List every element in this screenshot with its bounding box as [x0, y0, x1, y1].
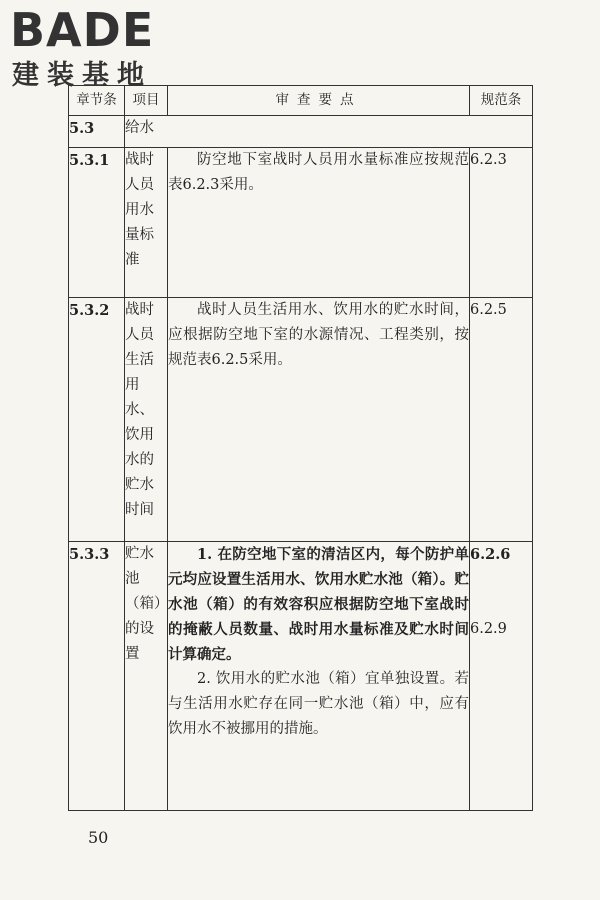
row-reference — [470, 542, 533, 811]
row-content — [168, 298, 470, 542]
header-content: 审查要点 — [168, 86, 470, 116]
review-table — [68, 85, 533, 811]
row-item: 战时人员用水量标准 — [125, 148, 168, 298]
header-item: 项目 — [125, 86, 168, 116]
table-row — [69, 542, 533, 811]
table-row — [69, 298, 533, 542]
table-header-row — [69, 86, 533, 116]
group-title: 给水 — [125, 116, 533, 148]
row-content-text: 防空地下室战时人员用水量标准应按规范表6.2.3采用。 — [168, 152, 469, 193]
header-section: 章节条 — [69, 86, 125, 116]
group-section: 5.3 — [69, 116, 125, 148]
row-reference-2: 6.2.9 — [470, 621, 507, 637]
row-reference-1: 6.2.6 — [470, 546, 511, 563]
row-section: 5.3.1 — [69, 148, 125, 298]
row-content — [168, 542, 470, 811]
row-content-clause-2: 2. 饮用水的贮水池（箱）宜单独设置。若与生活用水贮存在同一贮水池（箱）中，应有饮用水不被挪用的措施。 — [168, 671, 469, 737]
row-item: 战时人员生活用水、饮用水的贮水时间 — [125, 298, 168, 542]
row-content-clause-1: 1. 在防空地下室的清洁区内，每个防护单元均应设置生活用水、饮用水贮水池（箱）。贮水池（箱）的有效容积应根据防空地下室战时的掩蔽人员数量、战时用水量标准及贮水时间计算确定。 — [168, 546, 469, 663]
row-reference: 6.2.3 — [470, 148, 533, 298]
row-section: 5.3.2 — [69, 298, 125, 542]
row-content-text: 战时人员生活用水、饮用水的贮水时间，应根据防空地下室的水源情况、工程类别，按规范表6.2.5采用。 — [168, 302, 469, 368]
row-section: 5.3.3 — [69, 542, 125, 811]
bade-logo — [10, 4, 180, 94]
header-reference: 规范条 — [470, 86, 533, 116]
table-row — [69, 148, 533, 298]
row-reference: 6.2.5 — [470, 298, 533, 542]
table-group-row — [69, 116, 533, 148]
logo-wordmark: BADE — [10, 3, 155, 57]
page-number: 50 — [88, 828, 109, 847]
logo-subtitle: 建装基地 — [12, 60, 152, 91]
row-content — [168, 148, 470, 298]
row-item: 贮水池（箱）的设置 — [125, 542, 168, 811]
